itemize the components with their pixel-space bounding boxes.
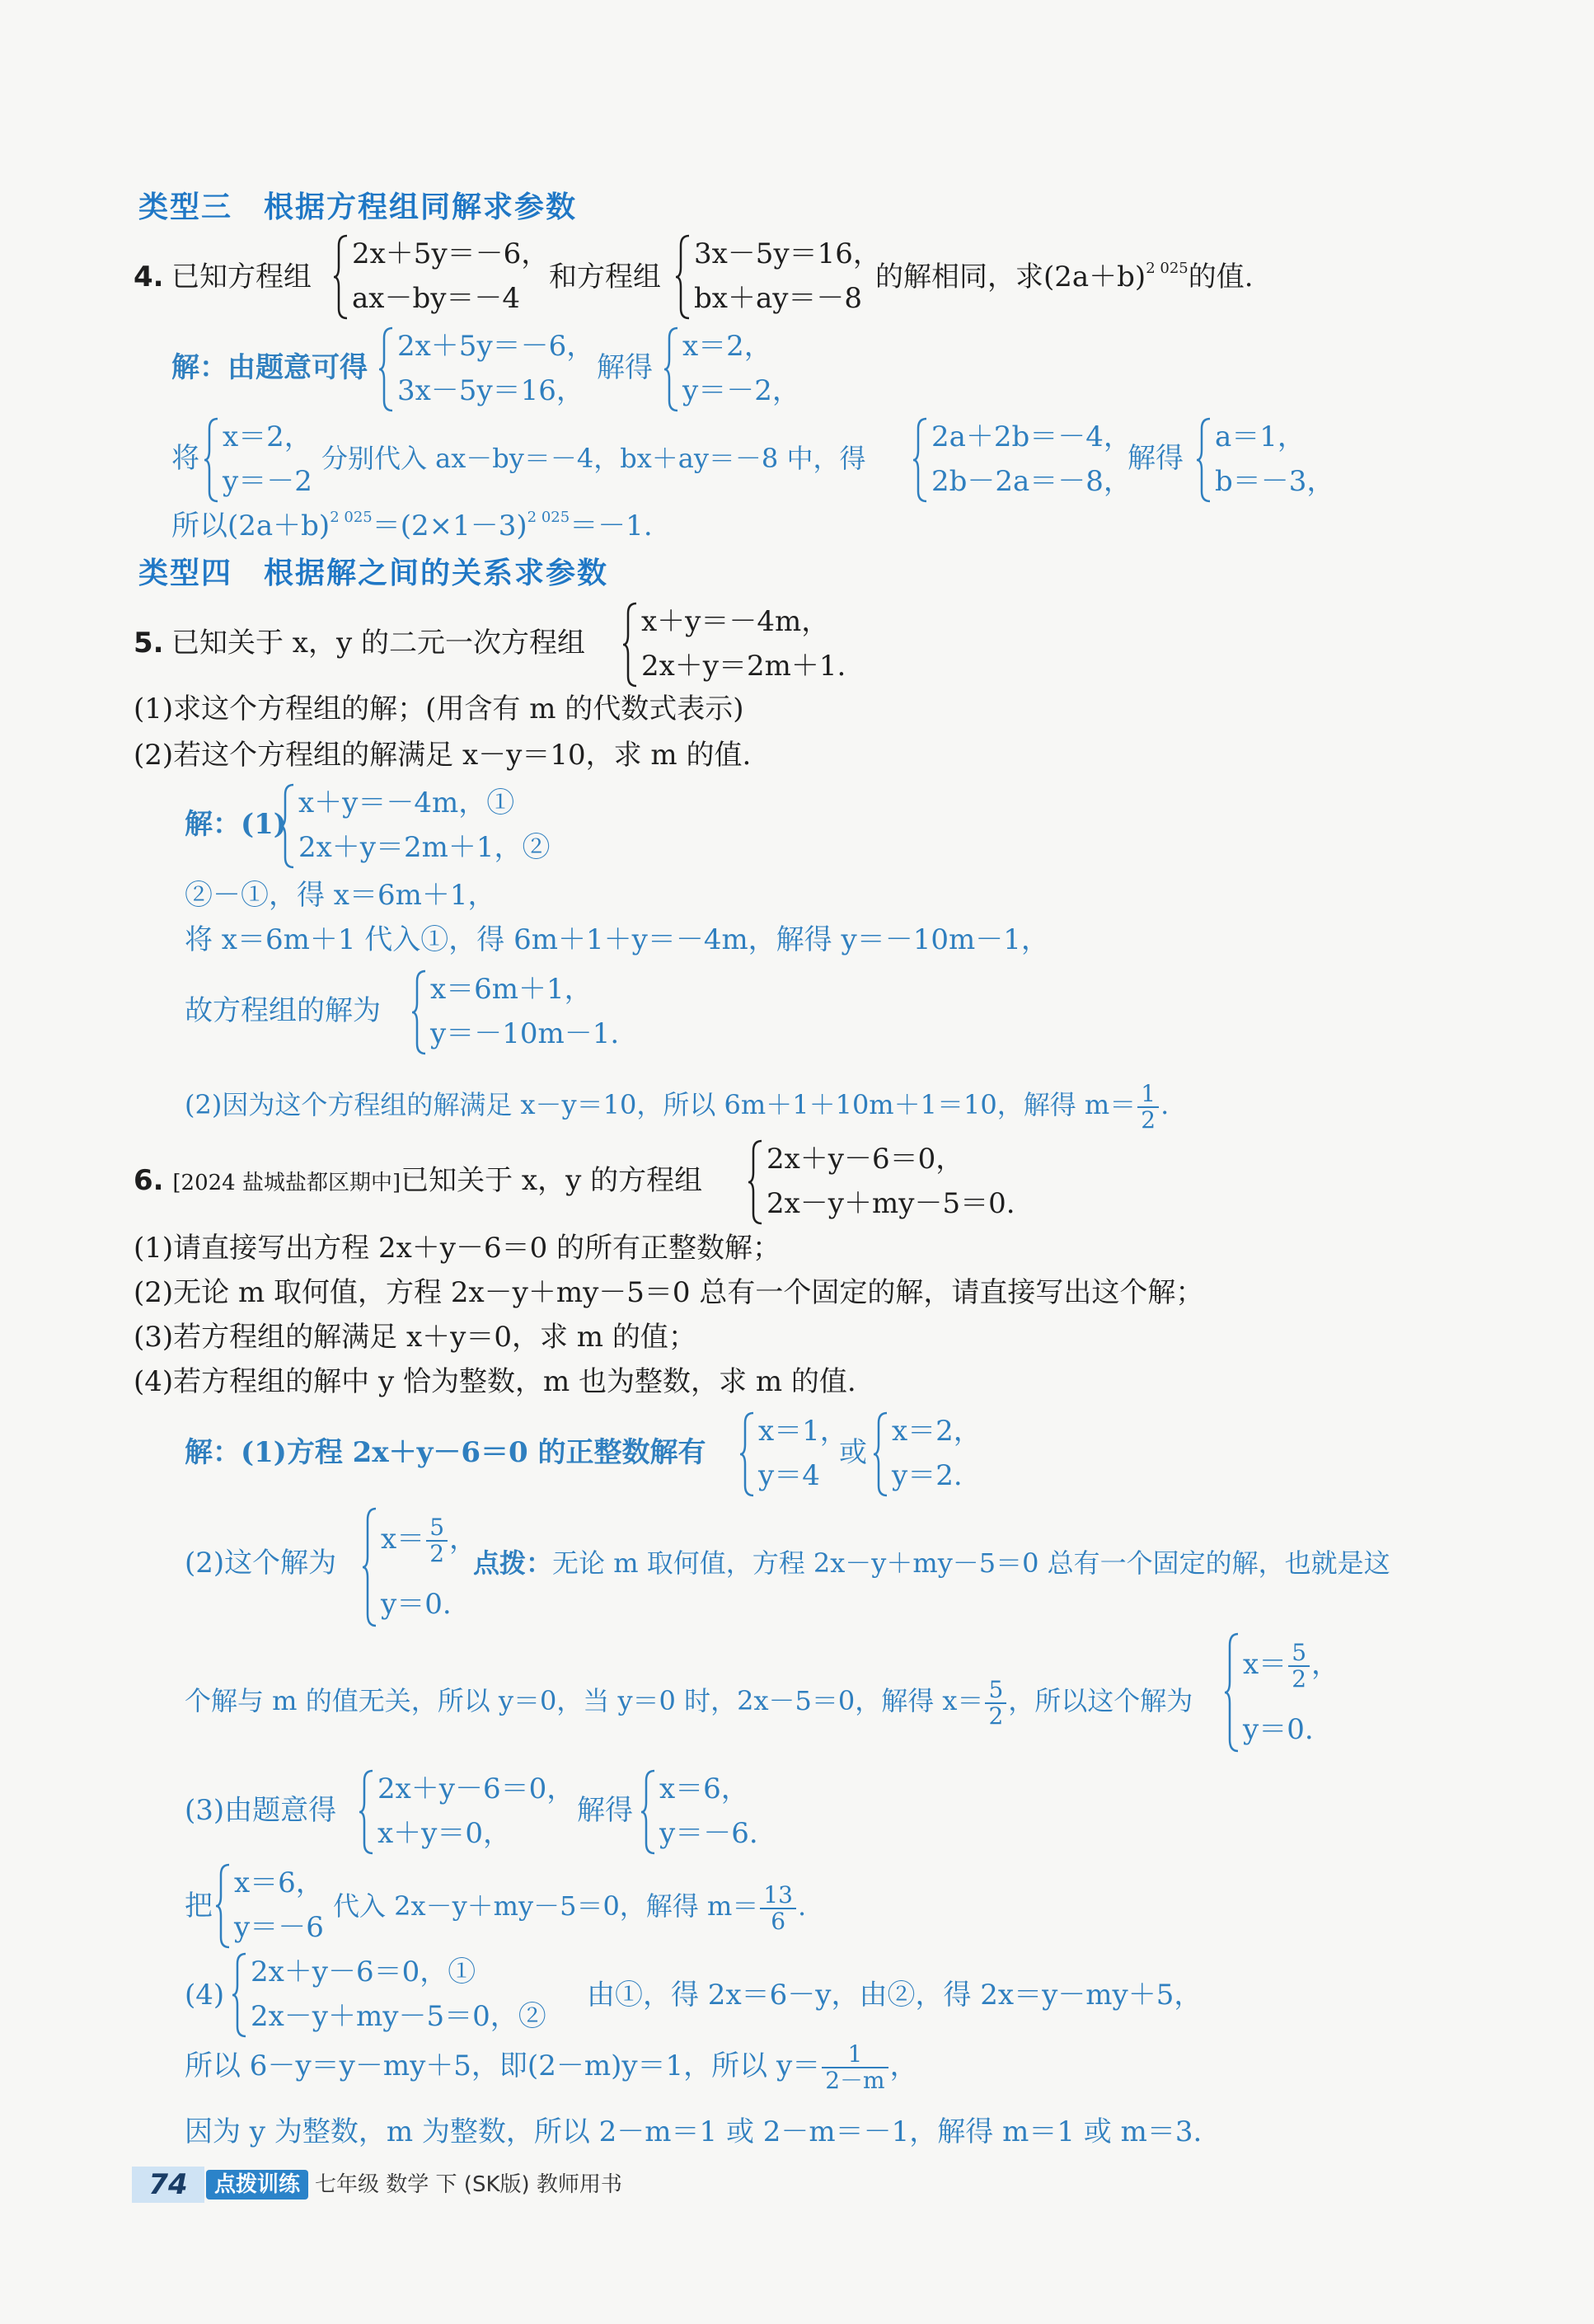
answer-5-system-2: x＝6m＋1， y＝－10m－1. [412,968,659,1057]
answer-6-line1-prefix: 解：(1)方程 2x＋y－6＝0 的正整数解有 [185,1436,706,1469]
brace-icon [913,416,930,505]
question-6-part1: (1)请直接写出方程 2x＋y－6＝0 的所有正整数解； [134,1232,781,1265]
brace-icon [664,325,681,414]
answer-6-line4-middle: 解得 [577,1794,633,1827]
answer-6-line1-middle: 或 [839,1436,867,1469]
question-4-prefix: 已知方程组 [171,261,312,293]
answer-5-line1-prefix: 解：(1) [185,808,287,841]
answer-4-system-1: 2x＋5y＝－6， 3x－5y＝16， [379,325,593,414]
answer-6-line5-prefix: 把 [185,1890,213,1923]
question-6-system: 2x＋y－6＝0， 2x－y＋my－5＝0. [748,1138,1062,1227]
answer-6-system-1: x＝1， y＝4 [740,1410,839,1499]
answer-6-line4-prefix: (3)由题意得 [185,1794,337,1827]
question-4-number: 4. [134,261,164,293]
brand-badge: 点拨训练 [206,2170,308,2200]
page-number: 74 [132,2167,204,2203]
brace-icon [334,232,350,322]
question-5-number: 5. [134,627,164,660]
brace-icon [641,1768,658,1857]
answer-6-system-6: x＝6， y＝－6. [641,1768,765,1857]
answer-4-line1-prefix: 解：由题意可得 [171,351,368,384]
question-6-header: 6. [2024 盐城盐都区期中]已知关于 x，y 的方程组 [134,1164,703,1197]
fraction: $\frac{1}{2}$ [1137,1082,1159,1133]
question-5-part2: (2)若这个方程组的解满足 x－y＝10，求 m 的值. [134,739,752,772]
answer-6-line6: 由①，得 2x＝6－y，由②，得 2x＝y－my＋5， [587,1979,1203,2012]
answer-5-line4-prefix: 故方程组的解为 [185,994,381,1027]
brace-icon [623,600,640,689]
fraction: $\frac{13}{6}$ [760,1883,796,1934]
fraction: $\frac{1}{2-m}$ [822,2042,888,2093]
answer-6-system-2: x＝2， y＝2. [874,1410,981,1499]
answer-6-line7: 所以 6－y＝y－my＋5，即(2－m)y＝1，所以 y＝ $\frac{1}{2-m}$ ， [185,2040,918,2094]
answer-5-line3: 将 x＝6m＋1 代入①，得 6m＋1＋y＝－4m，解得 y＝－10m－1， [185,923,1049,956]
fraction: $\frac{5}{2}$ [1288,1641,1310,1692]
answer-6-line2-prefix: (2)这个解为 [185,1547,337,1580]
brace-icon [748,1138,765,1227]
brace-icon [1225,1631,1241,1754]
answer-4-line3: 所以$(2a+b)^{2 025}=(2\times 1-3)^{2 025}=-1$. [171,509,653,542]
question-4-system-2: 3x－5y＝16， bx＋ay＝－8 [676,232,882,322]
fraction: $\frac{5}{2}$ [985,1678,1006,1729]
answer-5-line2: ②－①，得 x＝6m＋1， [185,879,496,912]
answer-6-system-4: x＝ $\frac{5}{2}$ ， y＝0. [1225,1631,1348,1754]
brace-icon [379,325,396,414]
question-6-part4: (4)若方程组的解中 y 恰为整数，m 也为整数，求 m 的值. [134,1365,856,1398]
question-5-prefix: 已知关于 x，y 的二元一次方程组 [171,627,585,660]
section-title-type4: 类型四 根据解之间的关系求参数 [138,556,609,590]
question-6-part2: (2)无论 m 取何值，方程 2x－y＋my－5＝0 总有一个固定的解，请直接写出这个解； [134,1276,1204,1309]
question-6-part3: (3)若方程组的解满足 x＋y＝0，求 m 的值； [134,1321,696,1354]
brace-icon [232,1951,249,2040]
answer-4-line1-middle: 解得 [597,351,653,384]
fraction: $\frac{5}{2}$ [426,1515,448,1566]
question-4-system-1: 2x＋5y＝－6， ax－by＝－4 [334,232,548,322]
section-title-type3: 类型三 根据方程组同解求参数 [138,190,578,224]
answer-5-line5: (2)因为这个方程组的解满足 x－y＝10，所以 6m＋1＋10m＋1＝10，解得 m＝ $\frac{1}{2}$ . [185,1079,1170,1134]
answer-6-system-3: x＝ $\frac{5}{2}$ ， y＝0. [363,1505,470,1629]
brace-icon [740,1410,757,1499]
brace-icon [359,1768,376,1857]
answer-6-line5: 代入 2x－y＋my－5＝0，解得 m＝ $\frac{13}{6}$ . [333,1880,807,1935]
answer-4-system-2: x＝2， y＝－2， [664,325,796,414]
answer-6-line6-prefix: (4) [185,1979,225,2012]
answer-5-system-1: x＋y＝－4m，① 2x＋y＝2m＋1，② [280,782,544,871]
answer-6-line3: 个解与 m 的值无关，所以 y＝0，当 y＝0 时，2x－5＝0，解得 x＝ $\frac{5}{2}$ ，所以这个解为 [185,1675,1193,1730]
answer-4-system-3: x＝2， y＝－2 [204,416,328,505]
answer-6-system-8: 2x＋y－6＝0，① 2x－y＋my－5＝0，② [232,1951,546,2040]
footer-book-title: 七年级 数学 下 (SK版) 教师用书 [315,2172,622,2197]
answer-6-line8: 因为 y 为整数，m 为整数，所以 2－m＝1 或 2－m＝－1，解得 m＝1 或 m＝3. [185,2115,1203,2148]
answer-4-system-4: 2a＋2b＝－4， 2b－2a＝－8， [913,416,1128,505]
answer-4-system-5: a＝1， b＝－3， [1197,416,1329,505]
question-5-system: x＋y＝－4m， 2x＋y＝2m＋1. [623,600,887,689]
brace-icon [1197,416,1213,505]
answer-6-system-7: x＝6， y＝－6 [216,1862,331,1951]
answer-6-system-5: 2x＋y－6＝0， x＋y＝0， [359,1768,574,1857]
question-5-part1: (1)求这个方程组的解；(用含有 m 的代数式表示) [134,693,744,725]
brace-icon [412,968,429,1057]
question-4-middle: 和方程组 [549,261,661,293]
brace-icon [204,416,221,505]
answer-4-line2-middle2: 解得 [1128,442,1184,475]
question-4-suffix: 的解相同，求$(2a+b)^{2 025}$的值. [875,260,1254,293]
answer-6-line2-hint: 点拨：无论 m 取何值，方程 2x－y＋my－5＝0 总有一个固定的解，也就是这 [473,1547,1390,1579]
brace-icon [874,1410,890,1499]
answer-4-line2-middle: 分别代入 ax－by＝－4，bx＋ay＝－8 中，得 [321,443,866,474]
brace-icon [280,782,297,871]
answer-4-line2-prefix: 将 [171,442,199,475]
brace-icon [216,1862,232,1951]
brace-icon [363,1505,379,1629]
brace-icon [676,232,692,322]
